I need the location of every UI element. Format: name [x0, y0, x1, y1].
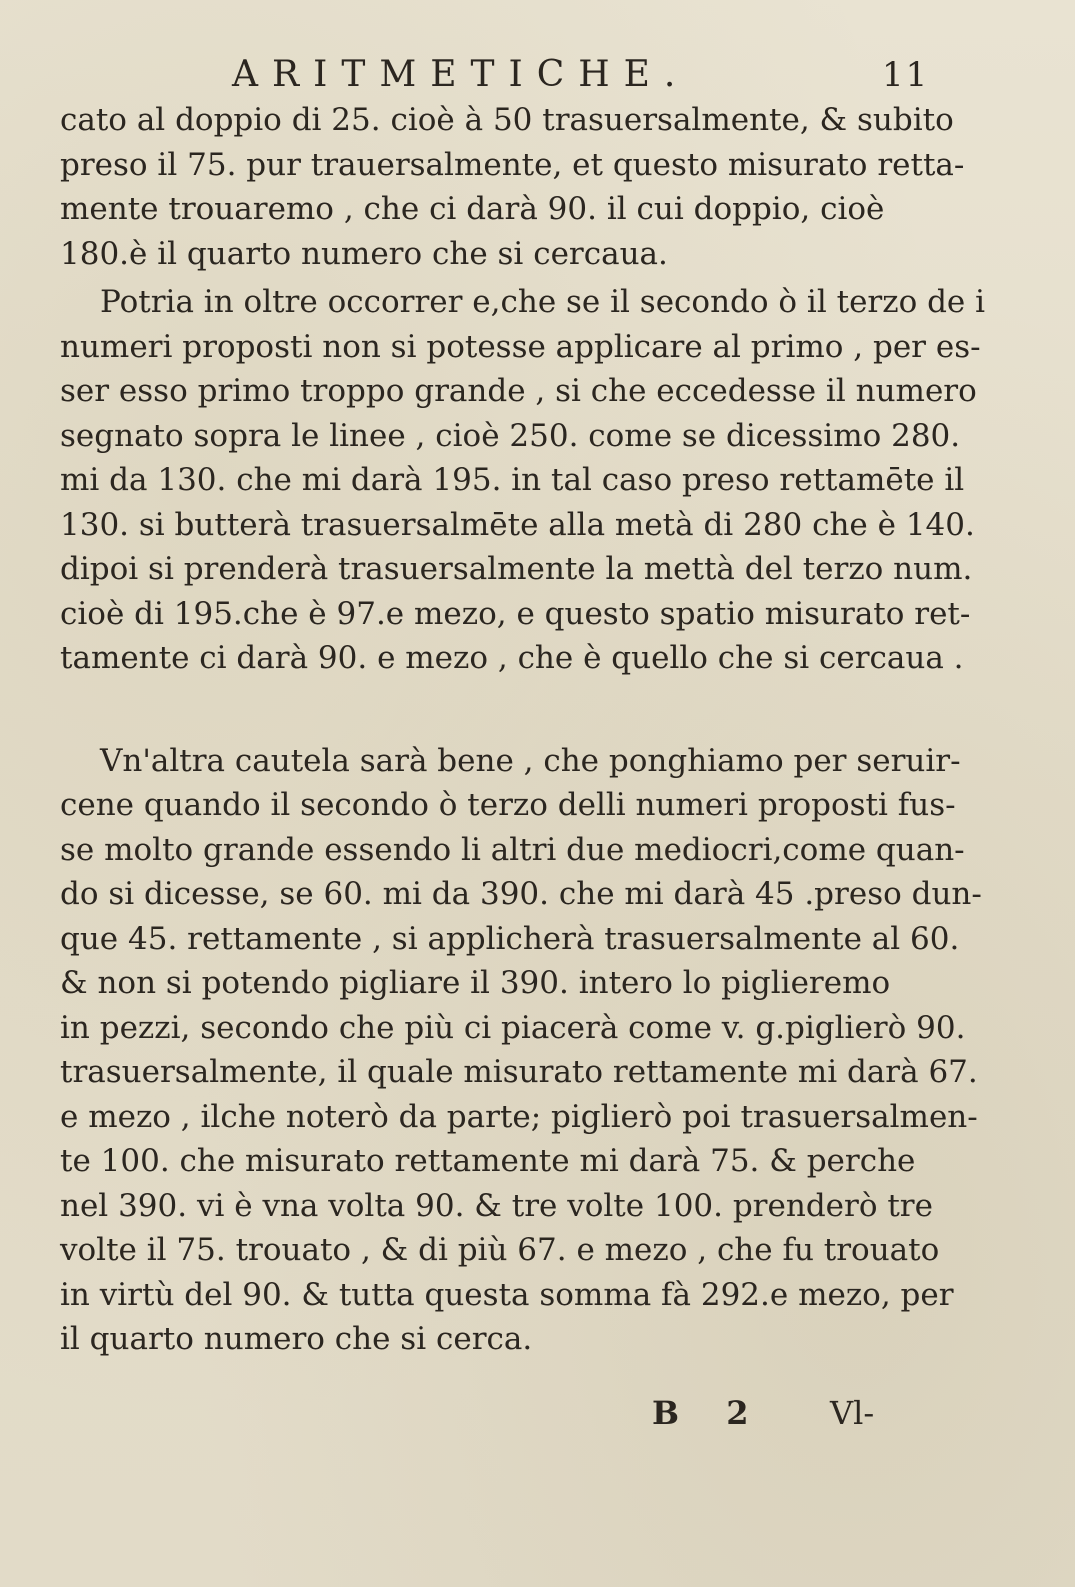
text-line: nel 390. vi è vna volta 90. & tre volte 100. prenderò tre — [60, 1187, 933, 1224]
running-title: ARITMETICHE. — [232, 54, 690, 95]
text-line: te 100. che misurato rettamente mi darà 75. & perche — [60, 1143, 916, 1179]
text-line: que 45. rettamente , si applicherà trasuersalmente al 60. — [60, 920, 960, 957]
text-line: in virtù del 90. & tutta questa somma fà 292.e mezo, per — [60, 1276, 954, 1313]
text-line: do si dicesse, se 60. mi da 390. che mi darà 45 .preso dun- — [60, 876, 982, 912]
paragraph-1 — [60, 98, 965, 276]
text-line: mi da 130. che mi darà 195. in tal caso preso rettamēte il — [60, 462, 965, 498]
text-line: cato al doppio di 25. cioè à 50 trasuersalmente, & subito — [60, 102, 954, 138]
catchword: Vl- — [830, 1394, 875, 1432]
signature-mark: B 2 — [652, 1394, 767, 1432]
text-line: segnato sopra le linee , cioè 250. come se dicessimo 280. — [60, 417, 961, 454]
page-number: 11 — [882, 55, 930, 95]
text-line: il quarto numero che si cerca. — [60, 1321, 533, 1357]
text-line: 180.è il quarto numero che si cercaua. — [60, 235, 668, 272]
text-line: Potria in oltre occorrer e,che se il secondo ò il terzo de i — [100, 284, 986, 320]
paragraph-2 — [60, 280, 986, 681]
text-line: in pezzi, secondo che più ci piacerà come v. g.piglierò 90. — [60, 1009, 966, 1046]
text-line: cioè di 195.che è 97.e mezo, e questo spatio misurato ret- — [60, 595, 971, 632]
text-line: numeri proposti non si potesse applicare al primo , per es- — [60, 328, 981, 365]
text-line: e mezo , ilche noterò da parte; piglierò poi trasuersalmen- — [60, 1098, 978, 1135]
text-line: 130. si butterà trasuersalmēte alla metà di 280 che è 140. — [60, 506, 975, 543]
text-line: preso il 75. pur trauersalmente, et questo misurato retta- — [60, 146, 965, 183]
text-line: ser esso primo troppo grande , si che eccedesse il numero — [60, 373, 977, 409]
page-header — [232, 50, 952, 100]
page-body — [60, 98, 986, 1362]
text-line: se molto grande essendo li altri due mediocri,come quan- — [60, 831, 965, 868]
text-line: tamente ci darà 90. e mezo , che è quello che si cercaua . — [60, 640, 964, 676]
text-line: dipoi si prenderà trasuersalmente la mettà del terzo num. — [60, 551, 973, 587]
text-line: & non si potendo pigliare il 390. intero lo piglieremo — [60, 965, 891, 1001]
text-line: volte il 75. trouato , & di più 67. e mezo , che fu trouato — [60, 1232, 940, 1268]
text-line: Vn'altra cautela sarà bene , che ponghiamo per seruir- — [100, 742, 961, 779]
page-footer — [652, 1388, 912, 1438]
text-line: cene quando il secondo ò terzo delli numeri proposti fus- — [60, 787, 956, 823]
text-line: trasuersalmente, il quale misurato rettamente mi darà 67. — [60, 1054, 978, 1090]
paragraph-3 — [60, 739, 982, 1362]
text-line: mente trouaremo , che ci darà 90. il cui doppio, cioè — [60, 191, 885, 227]
